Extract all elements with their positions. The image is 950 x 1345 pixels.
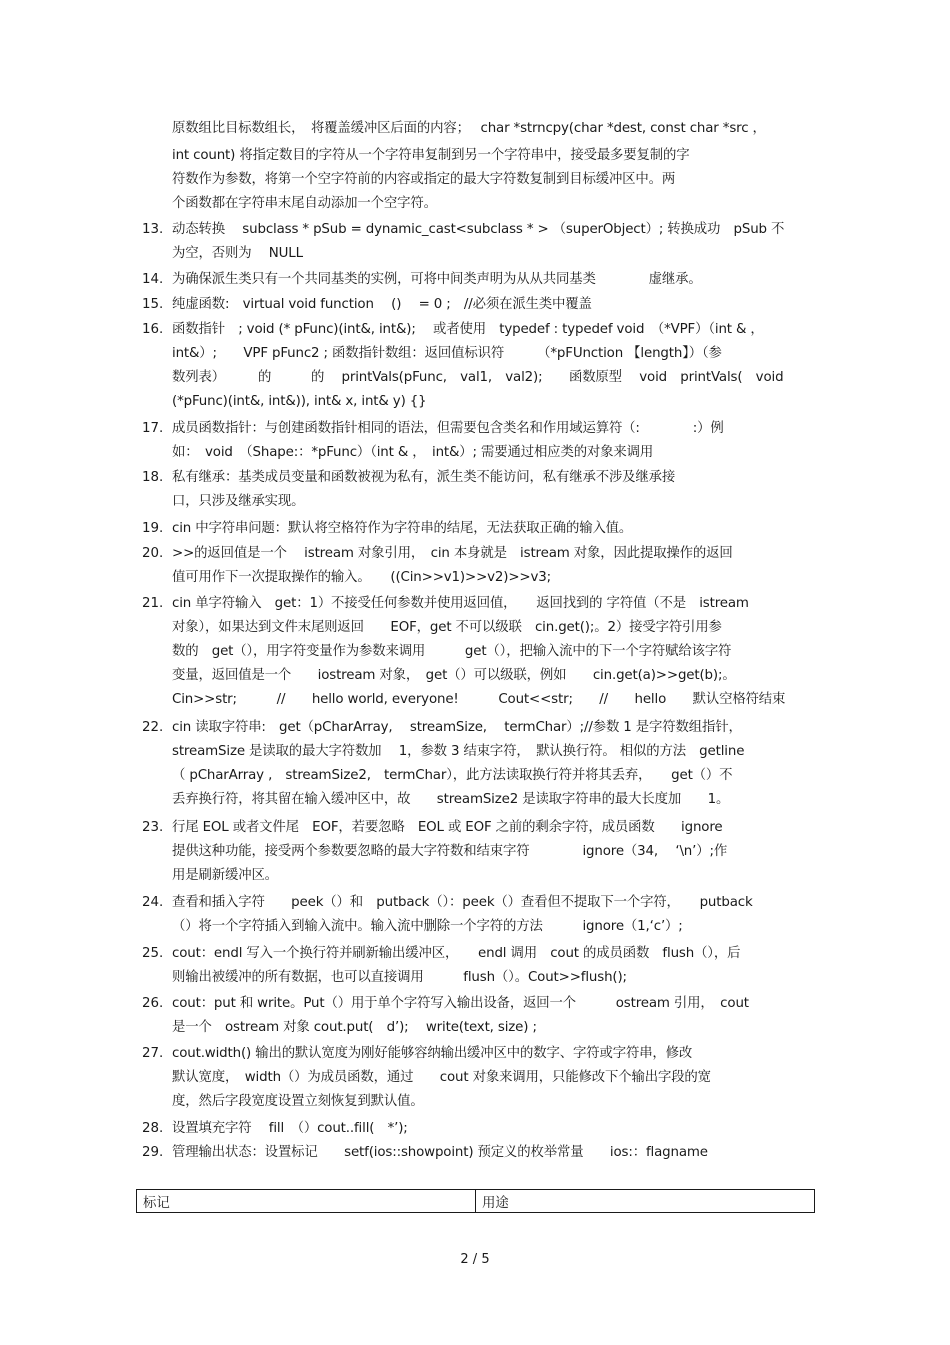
- text-line: 数列表） 的 的 printVals(pFunc, val1, val2); 函数原型 void printVals( void: [172, 370, 784, 385]
- intro-paragraph: [172, 117, 812, 216]
- table-header-row: [137, 1190, 815, 1213]
- text-line: 设置填充字符 fill （）cout..fill( *’);: [172, 1121, 408, 1136]
- text-line: 动态转换 subclass * pSub = dynamic_cast<subclass * > （superObject）; 转换成功 pSub 不: [172, 222, 785, 237]
- list-item-number: 16.: [142, 322, 164, 337]
- table-header-cell: 标记: [137, 1190, 476, 1213]
- list-item-text: [172, 592, 812, 712]
- flags-table: [136, 1189, 815, 1213]
- list-item-text: [172, 1042, 812, 1114]
- text-line: cin 单字符输入 get：1）不接受任何参数并使用返回值， 返回找到的 字符值（不是 istream: [172, 596, 749, 611]
- list-item-number: 18.: [142, 470, 164, 485]
- text-line: 符数作为参数，将第一个空字符前的内容或指定的最大字符数复制到目标缓冲区中。两: [172, 172, 676, 187]
- text-line: cin 读取字符串: get（pCharArray, streamSize, termChar）;//参数 1 是字符数组指针，: [172, 720, 742, 735]
- table-header-cell: 用途: [476, 1190, 815, 1213]
- list-item-text: [172, 218, 812, 266]
- text-line: （ pCharArray , streamSize2, termChar），此方法读取换行符并将其丢弃， get（）不: [172, 768, 733, 783]
- text-line: 为空，否则为 NULL: [172, 246, 303, 261]
- text-line: cin 中字符串问题：默认将空格符作为字符串的结尾，无法获取正确的输入值。: [172, 521, 633, 536]
- page-number: 2 / 5: [460, 1252, 490, 1267]
- list-item-text: [172, 542, 812, 590]
- list-item-text: [172, 1117, 812, 1141]
- text-line: (*pFunc)(int&, int&)), int& x, int& y) {}: [172, 394, 427, 409]
- text-line: 纯虚函数: virtual void function () = 0 ; //必须在派生类中覆盖: [172, 297, 592, 312]
- list-item-number: 28.: [142, 1121, 164, 1136]
- list-item-text: [172, 891, 812, 939]
- list-item-text: [172, 1141, 812, 1165]
- list-item-number: 26.: [142, 996, 164, 1011]
- text-line: 丢弃换行符，将其留在输入缓冲区中，故 streamSize2 是读取字符串的最大长度加 1。: [172, 792, 730, 807]
- text-line: 是一个 ostream 对象 cout.put( d’); write(text, size) ;: [172, 1020, 537, 1035]
- list-item-number: 21.: [142, 596, 164, 611]
- text-line: cout：endl 写入一个换行符并刷新输出缓冲区， endl 调用 cout 的成员函数 flush（），后: [172, 946, 741, 961]
- text-line: 口，只涉及继承实现。: [172, 494, 305, 509]
- list-item-number: 17.: [142, 421, 164, 436]
- list-item-text: [172, 816, 812, 888]
- list-item-number: 15.: [142, 297, 164, 312]
- list-item-text: [172, 417, 812, 465]
- list-item-text: [172, 466, 812, 514]
- text-line: 则输出被缓冲的所有数据，也可以直接调用 flush（）。Cout>>flush();: [172, 970, 627, 985]
- text-line: Cin>>str; // hello world, everyone! Cout<<str; // hello 默认空格符结束: [172, 692, 786, 707]
- list-item-number: 13.: [142, 222, 164, 237]
- text-line: streamSize 是读取的最大字符数加 1，参数 3 结束字符， 默认换行符。 相似的方法 getline: [172, 744, 745, 759]
- list-item-text: [172, 293, 812, 317]
- list-item-text: [172, 992, 812, 1040]
- text-line: int count) 将指定数目的字符从一个字符串复制到另一个字符串中，接受最多要复制的字: [172, 148, 690, 163]
- text-line: 成员函数指针：与创建函数指针相同的语法，但需要包含类名和作用域运算符（: :）例: [172, 421, 724, 436]
- text-line: 管理输出状态：设置标记 setf(ios::showpoint) 预定义的枚举常量 ios:：flagname: [172, 1145, 708, 1160]
- text-line: 查看和插入字符 peek（）和 putback（）：peek（）查看但不提取下一个字符， putback: [172, 895, 753, 910]
- text-line: >>的返回值是一个 istream 对象引用， cin 本身就是 istream 对象，因此提取操作的返回: [172, 546, 733, 561]
- text-line: 如： void （Shape:：*pFunc）（int & ， int&）; 需要通过相应类的对象来调用: [172, 445, 654, 460]
- list-item-number: 29.: [142, 1145, 164, 1160]
- list-item-number: 24.: [142, 895, 164, 910]
- text-line: 行尾 EOL 或者文件尾 EOF，若要忽略 EOL 或 EOF 之前的剩余字符，成员函数 ignore: [172, 820, 723, 835]
- list-item-number: 14.: [142, 272, 164, 287]
- text-line: 提供这种功能，接受两个参数要忽略的最大字符数和结束字符 ignore（34, ‘\n’）;作: [172, 844, 728, 859]
- text-line: 私有继承：基类成员变量和函数被视为私有，派生类不能访问，私有继承不涉及继承接: [172, 470, 676, 485]
- list-item-number: 27.: [142, 1046, 164, 1061]
- text-line: cout：put 和 write。Put（）用于单个字符写入输出设备，返回一个 ostream 引用， cout: [172, 996, 749, 1011]
- text-line: 函数指针 ; void (* pFunc)(int&, int&); 或者使用 typedef : typedef void （*VPF）（int & ，: [172, 322, 764, 337]
- text-line: 用是刷新缓冲区。: [172, 868, 278, 883]
- text-line: 默认宽度， width（）为成员函数，通过 cout 对象来调用，只能修改下个输出字段的宽: [172, 1070, 711, 1085]
- list-item-number: 23.: [142, 820, 164, 835]
- list-item-text: [172, 942, 812, 990]
- list-item-text: [172, 268, 812, 292]
- text-line: 对象），如果达到文件末尾则返回 EOF，get 不可以级联 cin.get();。2）接受字符引用参: [172, 620, 722, 635]
- text-line: 数的 get（），用字符变量作为参数来调用 get（），把输入流中的下一个字符赋给该字符: [172, 644, 732, 659]
- text-line: 变量，返回值是一个 iostream 对象， get（）可以级联，例如 cin.get(a)>>get(b);。: [172, 668, 736, 683]
- text-line: 原数组比目标数组长， 将覆盖缓冲区后面的内容； char *strncpy(char *dest, const char *src ，: [172, 121, 766, 136]
- list-item-number: 25.: [142, 946, 164, 961]
- text-line: cout.width() 输出的默认宽度为刚好能够容纳输出缓冲区中的数字、字符或字符串，修改: [172, 1046, 693, 1061]
- text-line: 个函数都在字符串末尾自动添加一个空字符。: [172, 196, 437, 211]
- text-line: 度，然后字段宽度设置立刻恢复到默认值。: [172, 1094, 424, 1109]
- text-line: 为确保派生类只有一个共同基类的实例，可将中间类声明为从从共同基类 虚继承。: [172, 272, 702, 287]
- list-item-number: 22.: [142, 720, 164, 735]
- list-item-number: 20.: [142, 546, 164, 561]
- text-line: 值可用作下一次提取操作的输入。 ((Cin>>v1)>>v2)>>v3;: [172, 570, 552, 585]
- list-item-number: 19.: [142, 521, 164, 536]
- list-item-text: [172, 517, 812, 541]
- text-line: （）将一个字符插入到输入流中。输入流中删除一个字符的方法 ignore（1,‘c’）;: [172, 919, 683, 934]
- text-line: int&）; VPF pFunc2 ; 函数指针数组：返回值标识符 （*pFUnction 【length】）（参: [172, 346, 722, 361]
- list-item-text: [172, 318, 812, 414]
- list-item-text: [172, 716, 812, 812]
